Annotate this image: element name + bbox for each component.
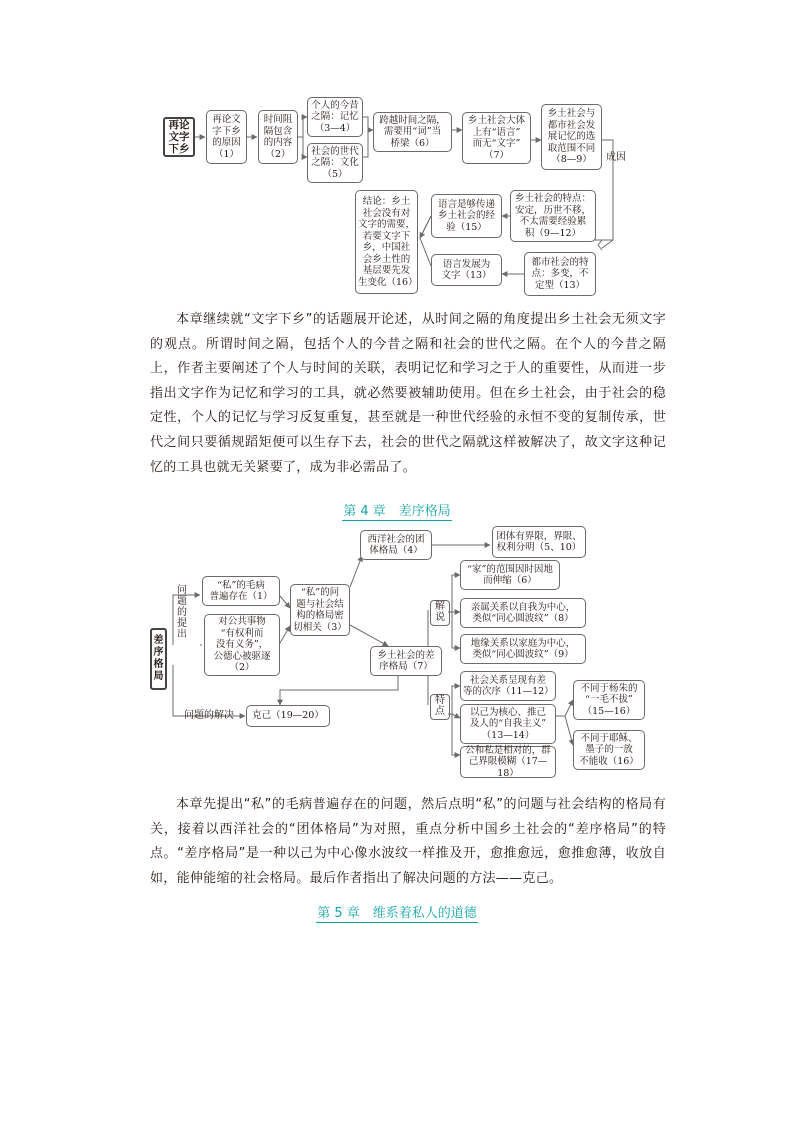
diagram2-node-geo-relation: 地缘关系以家庭为中心， 类似“同心圆波纹”（9） [460,634,586,664]
diagram1-root-node: 再论 文字 下乡 [163,117,195,157]
diagram1-node-memory-range: 乡土社会与 都市社会发 展记忆的选 取范围不同 （8—9） [541,104,602,170]
diagram1-node-language-to-writing: 语言发展为 文字（13） [431,254,502,286]
diagram2-node-public-private: 公和私是相对的，群 己界限模糊（17—18） [460,746,556,778]
diagram2-node-self-restraint: 克己（19—20） [246,705,330,727]
diagram1-node-conclusion: 结论：乡土 社会没有对 文字的需要， 若要文字下 乡，中国社 会乡土性的 基层要先发 生变化（16） [355,190,418,294]
diagram2-node-yangzhu: 不同于杨朱的 “一毛不拔” （15—16） [573,680,645,720]
diagram2-label-explain: 解 说 [430,600,450,626]
diagram1-node-word-bridge: 跨越时间之隔， 需要用“词”当 桥梁（6） [373,112,452,152]
diagram2-node-differential-pattern: 乡土社会的差 序格局（7） [370,646,442,676]
diagram2-node-selfishness: “私”的毛病 普遍存在（1） [202,576,280,606]
diagram1-node-personal-memory: 个人的今昔 之隔：记忆 （3—4） [307,97,363,137]
diagram1-node-reason: 再论文 字下乡 的原因 （1） [206,110,247,164]
diagram1-node-language-transmit: 语言是够传递 乡土社会的经 验（15） [431,194,502,238]
diagram2-label-solution: 问题的解决 [184,710,234,721]
diagram1-label-cause: 成因 [606,152,626,163]
paragraph-chapter3-summary: 本章继续就“文字下乡”的话题展开论述，从时间之隔的角度提出乡土社会无须文字的观点。所谓时间之隔，包括个人的今昔之隔和社会的世代之隔。在个人的今昔之隔上，作者主要阐述了个人与时间的关联，表明记忆和学习之于人的重要性，从而进一步指出文字作为记忆和学习的工具，就必然要被辅助使用。但在乡土社会，由于社会的稳定性，个人的记忆与学习反复重复，甚至就是一种世代经验的永恒不变的复制传承，世代之间只要循规蹈矩便可以生存下去，社会的世代之隔就这样被解决了，故文字这种记忆的工具也就无关紧要了，成为非必需品了。 [150,312,666,475]
diagram2-node-structure-relation: “私”的问 题与社会结 构的格局密 切相关（3） [290,584,350,636]
diagram1-node-social-culture: 社会的世代 之隔：文化 （5） [307,143,363,183]
chapter5-title: 第 5 章 维系着私人的道德 [317,906,477,921]
diagram1-node-language-no-writing: 乡土社会大体 上有“语言” 而无“文字” （7） [462,112,531,164]
diagram1-node-urban-features: 都市社会的特 点：多变，不 定型（13） [524,252,596,296]
diagram2-node-kinship: 亲属关系以自我为中心， 类似“同心圆波纹”（8） [460,598,586,628]
diagram1-node-rural-features: 乡土社会的特点： 安定，历世不移， 不太需要经验累 积（9—12） [510,190,596,242]
diagram2-node-western-features: 团体有界限，界限、 权利分明（5、10） [492,526,586,558]
diagram2-node-ordered-relations: 社会关系呈现有差 等的次序（11—12） [460,671,556,701]
chapter4-title: 第 4 章 差序格局 [343,504,451,519]
diagram2-node-egoism: 以己为核心、推己 及人的“自我主义” （13—14） [460,704,556,744]
paragraph-chapter4-summary: 本章先提出“私”的毛病普遍存在的问题，然后点明“私”的问题与社会结构的格局有关，接着以西洋社会的“团体格局”为对照，重点分析中国乡土社会的“差序格局”的特点。“差序格局”是一种以己为中心像水波纹一样推及开，愈推愈远，愈推愈薄，收放自如，能伸能缩的社会格局。最后作者指出了解决问题的方法——克己。 [150,797,666,886]
diagram2-root-node: 差 序 格 局 [150,628,167,690]
diagram2-node-family-range: “家”的范围因时因地 而伸缩（6） [460,560,560,590]
diagram2-node-public-duty: 对公共事物 “有权利而 没有义务”， 公德心被驱逐 （2） [204,614,280,676]
diagram2-node-jesus-mozi: 不同于耶稣、 墨子的一放 不能收（16） [573,730,645,770]
diagram2-label-feature: 特 点 [430,694,450,720]
diagram2-node-western-pattern: 西洋社会的团 体格局（4） [360,530,432,560]
diagram2-label-problem: 问 题 的 提 出 [177,585,187,640]
diagram1-node-time-barrier: 时间阻 隔包含 的内容 （2） [258,110,298,164]
